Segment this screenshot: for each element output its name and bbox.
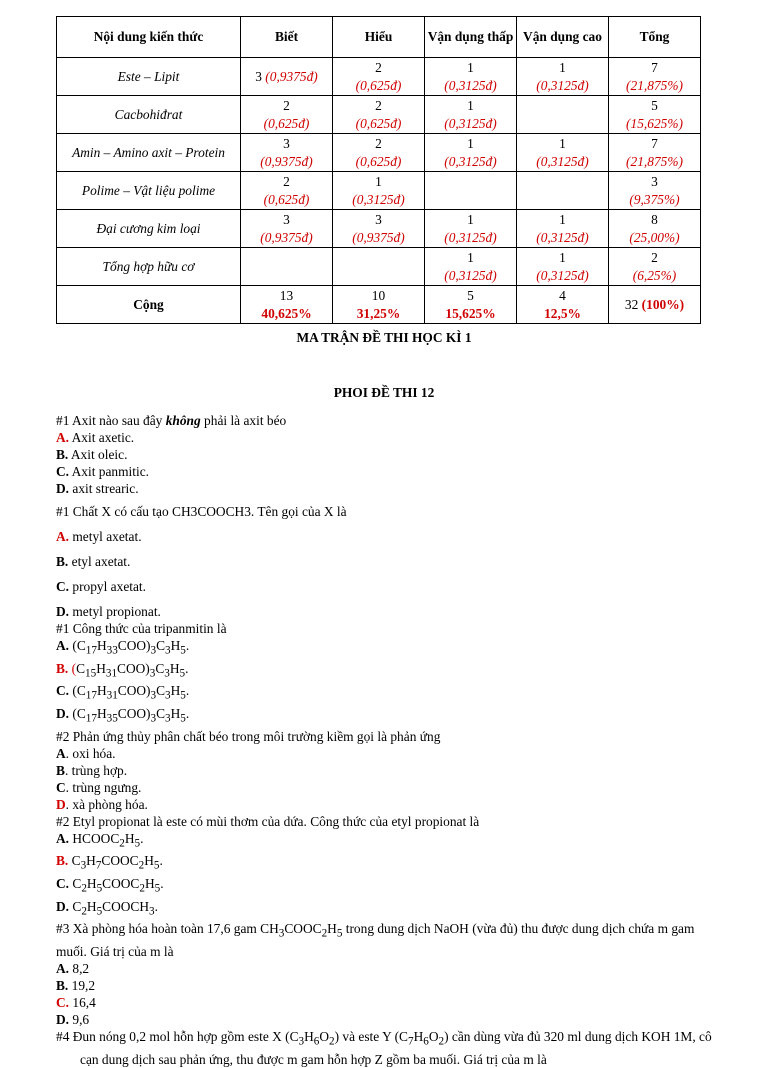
cell-points: (0,625đ) [355,115,402,131]
option-letter: C. [56,683,70,699]
cell-count: 3 [375,211,382,227]
question [56,412,728,497]
cell-points: (100%) [641,296,685,312]
question [56,813,728,921]
table-header-row [57,17,701,58]
option-text: $HCOOC_2H_5$. [69,830,144,850]
option-letter: D. [56,898,70,914]
cell-count: 8 [651,211,658,227]
cell-count: 1 [559,211,566,227]
table-cell [241,286,333,324]
cell-points: (0,3125đ) [536,153,589,169]
cell-count: 2 [283,173,290,189]
option-text: . trùng ngưng. [65,779,142,795]
cell-points: (0,9375đ) [260,229,313,245]
answer-option [56,762,728,779]
option-text: $(C_{17}H_{31}COO)_3C_3H_5$. [69,683,190,703]
cell-points: (0,625đ) [355,77,402,93]
answer-option [56,898,728,921]
table-cell [333,134,425,172]
cell-count: 1 [375,173,382,189]
option-letter: B [56,762,65,778]
cell-count: 7 [651,59,658,75]
question-stem: #4 Đun nóng 0,2 mol hỗn hợp gồm este X $(C_3H_6O_2)$ và este Y $(C_7H_6O_2)$ cần dùng vừa đủ 320 ml dung dịch KOH 1M, cô cạn dung dịch sau phản ứng, thu được m gam hỗn hợp Z gồm ba muối. Giá trị của m là [56,1029,712,1067]
option-text: metyl propionat. [69,604,161,619]
cell-count: 2 [283,97,290,113]
table-cell [241,96,333,134]
table-cell [425,172,517,210]
row-topic: Cacbohiđrat [57,96,241,134]
question-stem: #3 Xà phòng hóa hoàn toàn 17,6 gam $CH_3COOC_2H_5$ trong dung dịch NaOH (vừa đủ) thu được dung dịch chứa m gam muối. Giá trị của m là [56,921,695,960]
cell-count: 2 [651,249,658,265]
question-stem: #1 Chất X có cấu tạo CH3COOCH3. Tên gọi của X là [56,504,347,519]
cell-points: (0,3125đ) [444,153,497,169]
option-letter: D. [56,604,70,619]
answer-option [56,1011,728,1028]
option-letter: B. [56,660,69,676]
option-text: 19,2 [68,978,96,994]
option-text: . trùng hợp. [64,762,128,778]
option-text: . oxi hóa. [65,745,116,761]
option-letter: A [56,745,66,761]
answer-option [56,994,728,1011]
cell-count: 1 [559,249,566,265]
option-letter: D. [56,706,70,722]
question-stem: #2 Phản ứng thủy phân chất béo trong môi trường kiềm gọi là phản ứng [56,728,441,744]
option-text: $(C_{17}H_{33}COO)_3C_3H_5$. [69,638,190,657]
cell-points: (0,9375đ) [352,229,405,245]
table-cell [425,134,517,172]
answer-option [56,446,728,463]
cell-points: (25,00%) [629,229,680,245]
answer-option [56,830,728,853]
table-cell [425,286,517,324]
option-text: $C_2H_5COOCH_3$. [69,898,158,918]
cell-points: (21,875%) [626,153,683,169]
option-letter: A. [56,961,70,977]
table-cell [425,210,517,248]
cell-points: (0,3125đ) [444,267,497,283]
answer-option [56,852,728,875]
table-cell [609,210,701,248]
cell-points: (0,3125đ) [444,115,497,131]
option-letter: C. [56,464,70,479]
cell-count: 2 [375,135,382,151]
cell-points: (0,3125đ) [352,191,405,207]
option-letter: A. [56,430,70,445]
table-cell [241,134,333,172]
cell-points: (0,3125đ) [444,229,497,245]
total-row [57,286,701,324]
answer-option [56,528,728,545]
table-cell [425,96,517,134]
cell-count: 5 [651,97,658,113]
cell-count: 2 [375,97,382,113]
question [56,1028,728,1068]
answer-option [56,977,728,994]
cell-points: (0,9375đ) [265,68,318,84]
table-cell [425,58,517,96]
table-cell [609,172,701,210]
cell-count: 1 [467,211,474,227]
question [56,920,728,1028]
table-row [57,172,701,210]
table-cell [517,286,609,324]
cell-points: (6,25%) [632,267,677,283]
table-cell [517,172,609,210]
option-text: $C_3H_7COOC_2H_5$. [68,853,163,873]
table-cell [333,172,425,210]
option-letter: C [56,779,66,795]
cell-count: 2 [375,59,382,75]
table-cell [333,96,425,134]
table-cell [517,210,609,248]
cell-points: (0,9375đ) [260,153,313,169]
option-text: $(C_{17}H_{35}COO)_3C_3H_5$. [69,706,190,725]
cell-points: 31,25% [356,305,401,321]
cell-count: 3 [283,135,290,151]
cell-count: 7 [651,135,658,151]
knowledge-matrix-table [56,16,701,324]
matrix-title: MA TRẬN ĐỀ THI HỌC KÌ 1 [296,330,472,345]
exam-title: PHOI ĐỀ THI 12 [333,385,435,400]
answer-option [56,603,728,620]
option-letter: D [56,796,66,812]
question [56,620,728,728]
table-cell [517,134,609,172]
option-text: etyl axetat. [68,554,131,569]
table-cell [241,210,333,248]
table-row [57,96,701,134]
option-text: 8,2 [69,961,90,977]
cell-count: 4 [559,287,566,303]
answer-option [56,429,728,446]
table-cell [609,286,701,324]
cell-count: 5 [467,287,474,303]
table-cell [333,210,425,248]
table-row [57,210,701,248]
option-letter: B. [56,554,69,569]
option-text: metyl axetat. [69,529,142,544]
row-topic: Tổng hợp hữu cơ [57,248,241,286]
cell-points: (0,625đ) [263,191,310,207]
table-cell [333,286,425,324]
cell-count: 3 [283,211,290,227]
option-text: propyl axetat. [69,579,147,594]
question-stem: #2 Etyl propionat là este có mùi thơm của dứa. Công thức của etyl propionat là [56,813,480,829]
option-text: $(C_{15}H_{31}COO)_3C_3H_5$. [71,660,189,680]
cell-count: 3 [651,173,658,189]
option-text: Axit panmitic. [69,464,149,479]
table-cell [425,248,517,286]
question-list [56,412,728,1068]
table-cell [241,248,333,286]
table-row [57,58,701,96]
cell-count: 1 [467,135,474,151]
option-letter: B. [56,978,69,994]
cell-points: 40,625% [261,305,312,321]
row-topic: Amin – Amino axit – Protein [57,134,241,172]
cell-points: (0,625đ) [263,115,310,131]
cell-points: (0,625đ) [355,153,402,169]
row-topic: Đại cương kim loại [57,210,241,248]
option-text: Axit oleic. [68,447,128,462]
option-letter: A. [56,638,70,653]
header-total: Tổng [609,17,701,58]
answer-option [56,796,728,813]
answer-option [56,705,728,728]
table-cell [517,58,609,96]
answer-option [56,745,728,762]
answer-option [56,682,728,705]
option-letter: A. [56,529,70,544]
cell-count: 10 [371,287,386,303]
cell-points: (21,875%) [626,77,683,93]
option-letter: C. [56,876,70,892]
cell-count: 32 [624,296,642,312]
option-text: 9,6 [69,1012,90,1028]
table-cell [333,58,425,96]
answer-option [56,875,728,898]
cell-points: (9,375%) [629,191,680,207]
cell-count: 1 [559,135,566,151]
option-text: $C_2H_5COOC_2H_5$. [69,876,164,895]
answer-option [56,553,728,570]
question [56,503,728,620]
row-topic: Polime – Vật liệu polime [57,172,241,210]
cell-count: 13 [279,287,294,303]
cell-points: (0,3125đ) [536,77,589,93]
option-letter: C. [56,579,70,594]
answer-option [56,779,728,796]
option-letter: D. [56,481,70,496]
cell-count: 1 [467,249,474,265]
option-text: . xà phòng hóa. [65,796,148,812]
cell-points: (0,3125đ) [536,267,589,283]
cell-points: 15,625% [445,305,496,321]
header-know: Biết [241,17,333,58]
table-cell [517,248,609,286]
table-cell [241,58,333,96]
table-cell [333,248,425,286]
cell-count: 1 [467,59,474,75]
question [56,728,728,813]
cell-count: 3 [255,68,266,84]
table-cell [609,248,701,286]
option-letter: A. [56,830,70,846]
answer-option [56,660,728,683]
option-text: 16,4 [69,995,96,1011]
answer-option [56,578,728,595]
cell-count: 1 [559,59,566,75]
option-letter: B. [56,447,69,462]
table-cell [241,172,333,210]
question-stem: #1 Công thức của tripanmitin là [56,621,227,636]
option-text: axit strearic. [69,481,139,496]
answer-option [56,480,728,497]
answer-option [56,960,728,977]
cell-points: (0,3125đ) [444,77,497,93]
answer-option [56,463,728,480]
cell-points: (15,625%) [626,115,683,131]
header-topic: Nội dung kiến thức [57,17,241,58]
header-apply-high: Vận dụng cao [517,17,609,58]
cell-points: (0,3125đ) [536,229,589,245]
total-label: Cộng [57,286,241,324]
table-cell [517,96,609,134]
header-understand: Hiểu [333,17,425,58]
table-row [57,134,701,172]
table-cell [609,58,701,96]
header-apply-low: Vận dụng thấp [425,17,517,58]
cell-points: 12,5% [544,305,581,321]
option-text: Axit axetic. [69,430,135,445]
option-letter: C. [56,995,70,1011]
question-stem: #1 Axit nào sau đây không phải là axit béo [56,413,287,428]
table-cell [609,96,701,134]
answer-option [56,637,728,660]
option-letter: D. [56,1012,70,1028]
row-topic: Este – Lipit [57,58,241,96]
cell-count: 1 [467,97,474,113]
table-cell [609,134,701,172]
table-row [57,248,701,286]
option-letter: B. [56,853,69,869]
